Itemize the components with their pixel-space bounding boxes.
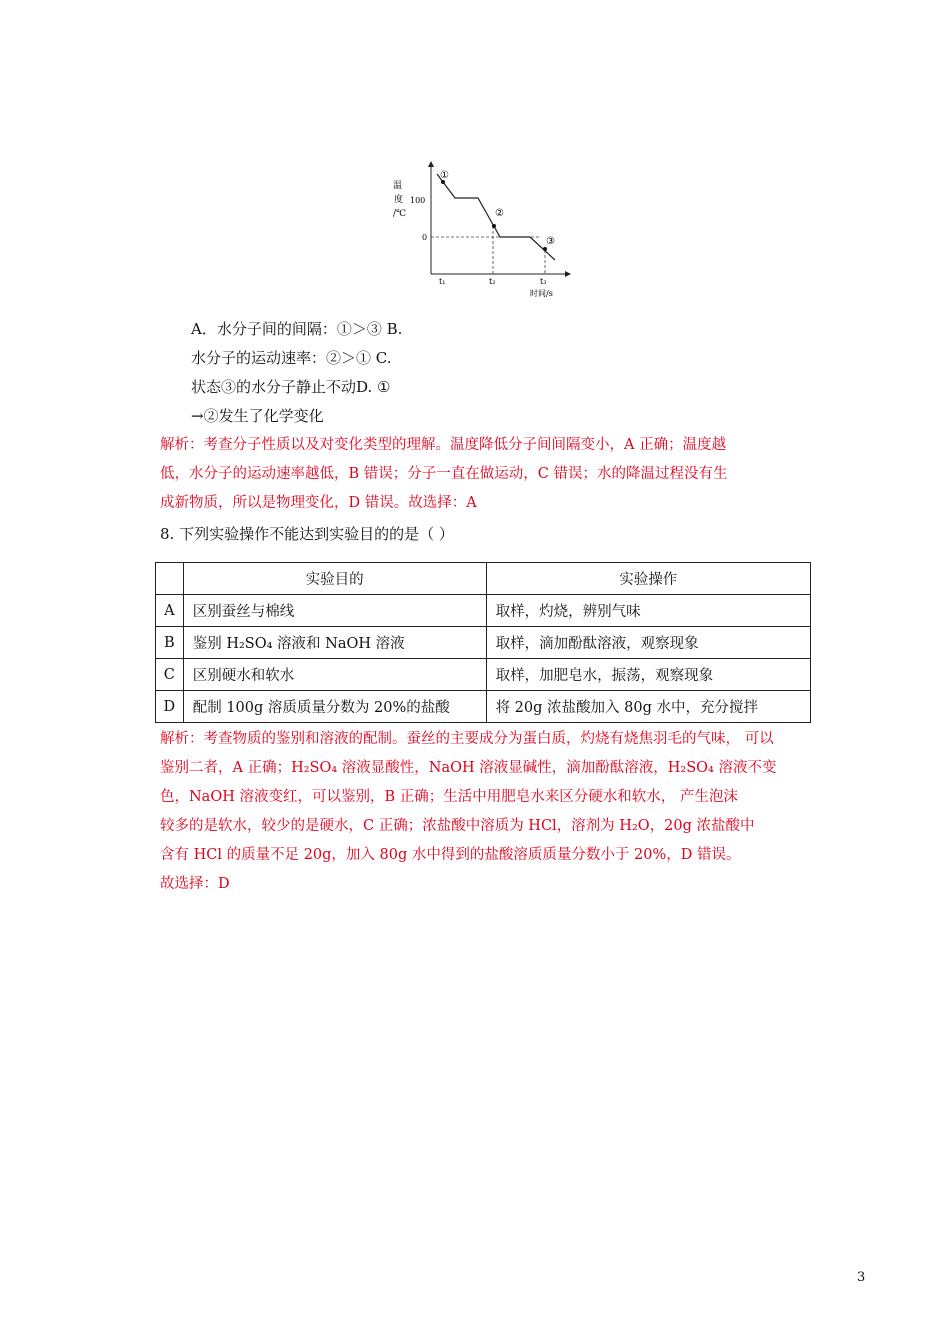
y-tick-100: 100 <box>410 196 426 205</box>
q8-analysis-line-1: 解析：考查物质的鉴别和溶液的配制。蚕丝的主要成分为蛋白质，灼烧有烧焦羽毛的气味， 可以 <box>160 731 774 747</box>
q8-analysis <box>160 725 776 899</box>
row-label: C <box>156 659 184 691</box>
header-cell-operation: 实验操作 <box>486 563 810 595</box>
x-tick-t3: t₃ <box>540 277 547 286</box>
q8-analysis-line-5: 含有 HCl 的质量不足 20g，加入 80g 水中得到的盐酸溶质质量分数小于 20%，D 错误。 <box>160 847 741 863</box>
header-cell-label <box>156 563 184 595</box>
q7-analysis-line-3: 成新物质，所以是物理变化，D 错误。故选择：A <box>160 495 477 511</box>
row-operation: 取样，灼烧，辨别气味 <box>486 595 810 627</box>
row-purpose: 区别蚕丝与棉线 <box>183 595 486 627</box>
row-label: A <box>156 595 184 627</box>
y-label-line-2: 度 <box>394 195 404 205</box>
q7-options <box>191 318 402 434</box>
row-operation: 将 20g 浓盐酸加入 80g 水中，充分搅拌 <box>486 691 810 723</box>
q8-analysis-line-3: 色，NaOH 溶液变红，可以鉴别，B 正确；生活中用肥皂水来区分硬水和软水， 产生泡沫 <box>160 789 738 805</box>
row-operation: 取样，滴加酚酞溶液，观察现象 <box>486 627 810 659</box>
table-header-row <box>156 563 811 595</box>
row-label: D <box>156 691 184 723</box>
table-row <box>156 691 811 723</box>
x-tick-t1: t₁ <box>439 277 446 286</box>
point-2 <box>492 224 496 228</box>
row-operation: 取样，加肥皂水，振荡，观察现象 <box>486 659 810 691</box>
q7-line-1: A．水分子间的间隔：①＞③ B. <box>191 320 403 338</box>
q8-question: 8. 下列实验操作不能达到实验目的的是（ ） <box>160 525 454 543</box>
row-purpose: 鉴别 H₂SO₄ 溶液和 NaOH 溶液 <box>183 627 486 659</box>
y-label-line-3: /℃ <box>393 209 407 219</box>
row-purpose: 配制 100g 溶质质量分数为 20%的盐酸 <box>183 691 486 723</box>
y-label-line-1: 温 <box>393 181 403 191</box>
q7-analysis-line-2: 低，水分子的运动速率越低，B 错误；分子一直在做运动，C 错误；水的降温过程没有生 <box>160 466 728 482</box>
q7-line-2: 水分子的运动速率：②＞① C. <box>191 349 392 367</box>
temperature-time-graph <box>390 160 590 300</box>
q7-analysis-line-1: 解析：考查分子性质以及对变化类型的理解。温度降低分子间间隔变小，A 正确；温度越 <box>160 437 727 453</box>
point-label-3: ③ <box>546 236 555 247</box>
page-number: 3 <box>857 1270 866 1285</box>
table-row <box>156 627 811 659</box>
q8-table <box>155 562 811 723</box>
q7-line-4: →②发生了化学变化 <box>191 407 324 425</box>
q7-line-3: 状态③的水分子静止不动D. ① <box>191 378 391 396</box>
q7-analysis <box>160 431 727 518</box>
header-cell-purpose: 实验目的 <box>183 563 486 595</box>
q8-analysis-line-2: 鉴别二者，A 正确；H₂SO₄ 溶液显酸性，NaOH 溶液显碱性，滴加酚酞溶液，H₂SO₄ 溶液不变 <box>160 760 777 776</box>
row-purpose: 区别硬水和软水 <box>183 659 486 691</box>
table-row <box>156 659 811 691</box>
point-label-1: ① <box>440 170 449 181</box>
y-tick-0: 0 <box>422 233 428 242</box>
x-tick-t2: t₂ <box>489 277 496 286</box>
table-row <box>156 595 811 627</box>
row-label: B <box>156 627 184 659</box>
point-label-2: ② <box>495 208 504 219</box>
q8-analysis-line-6: 故选择：D <box>160 876 230 892</box>
point-3 <box>543 247 547 251</box>
q8-analysis-line-4: 较多的是软水，较少的是硬水，C 正确；浓盐酸中溶质为 HCl，溶剂为 H₂O，20g 浓盐酸中 <box>160 818 755 834</box>
x-label: 时间/s <box>530 289 553 298</box>
